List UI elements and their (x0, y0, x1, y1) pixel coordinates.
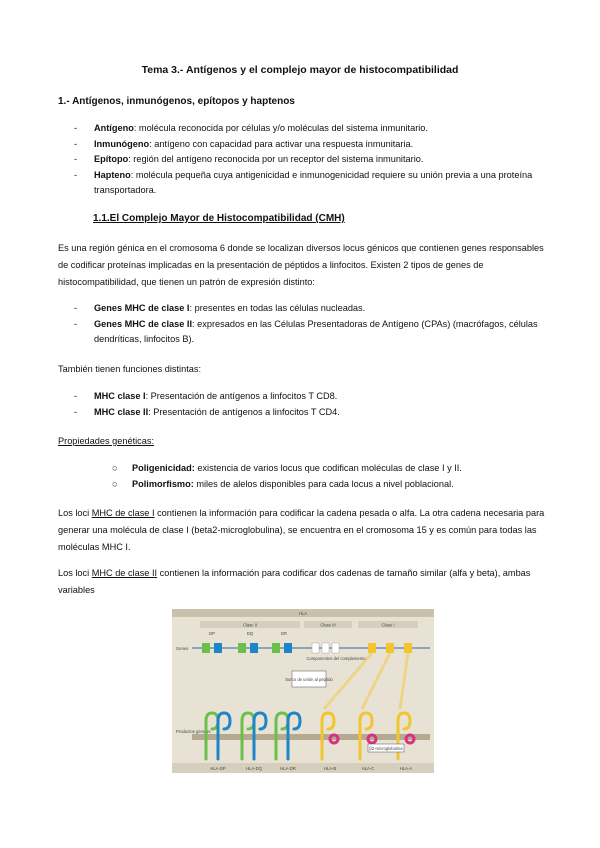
gene-box (404, 643, 412, 653)
genes-row-label: Genes (176, 646, 189, 651)
bottom-label: HLA-DP (210, 766, 226, 771)
gene-box (386, 643, 394, 653)
bottom-label: HLA-DQ (246, 766, 262, 771)
list-item: - Antígeno: molécula reconocida por células y/o moléculas del sistema inmunitario. (74, 123, 428, 133)
list-item: - Hapteno: molécula pequeña cuya antigenicidad e inmunogenicidad requiere su unión previa a una proteína transportadora. (74, 169, 533, 196)
dq-label: DQ (246, 631, 254, 636)
binding-groove-label: Surco de unión al péptido (285, 677, 333, 682)
figure-top-label: HLA (298, 611, 308, 616)
loci-class-i-paragraph: Los loci MHC de clase I contienen la información para codificar la cadena pesada o alfa. La otra cadena necesaria para generar una molécula de clase I (beta2-microglobulina), se encuentra en el cromosoma 15 y es común para todas las moléculas MHC I. (58, 508, 545, 552)
genetic-props-list (112, 461, 552, 492)
class-ii-label: Clase II (242, 622, 258, 628)
dp-label: DP (209, 631, 215, 636)
gene-box (214, 643, 222, 653)
gene-box (272, 643, 280, 653)
gene-box (332, 643, 339, 653)
list-item: - MHC clase II: Presentación de antígenos a linfocitos T CD4. (74, 406, 340, 417)
list-item: ○ Polimorfismo: miles de alelos disponibles para cada locus a nivel poblacional. (112, 478, 454, 489)
section-heading-cmh: 1.1.El Complejo Mayor de Histocompatibilidad (CMH) (93, 213, 345, 224)
genetic-props-heading: Propiedades genéticas: (58, 436, 155, 446)
bottom-label: HLA-A (399, 766, 413, 771)
gene-box (312, 643, 319, 653)
proteins-row-label: Productos génicos (176, 729, 211, 734)
hla-figure (172, 609, 434, 773)
list-item: - MHC clase I: Presentación de antígenos a linfocitos T CD8. (74, 391, 338, 401)
loci-class-ii-paragraph: Los loci MHC de clase II contienen la información para codificar dos cadenas de tamaño similar (alfa y beta), ambas variables (58, 568, 531, 595)
list-item: - Epítopo: región del antígeno reconocida por un receptor del sistema inmunitario. (74, 154, 424, 165)
complement-label: Componentes del complemento (306, 656, 366, 661)
functions-list (74, 389, 552, 420)
list-item: - Genes MHC de clase II: expresados en las Células Presentadoras de Antígeno (CPAs) (macrófagos, células dendríticas, linfocitos B). (74, 318, 538, 345)
gene-box (322, 643, 329, 653)
page-title: Tema 3.- Antígenos y el complejo mayor de histocompatibilidad (141, 64, 459, 76)
class-iii-label: Clase III (320, 622, 336, 628)
intro-paragraph: Es una región génica en el cromosoma 6 donde se localizan diversos locus génicos que contienen genes responsables de codificar proteínas implicadas en la presentación de péptidos a linfocitos. Existen 2 tipos de genes de histocompatibilidad, que tienen un patrón de expresión distinto: (58, 243, 544, 287)
gene-box (238, 643, 246, 653)
list-item: - Inmunógeno: antígeno con capacidad para activar una respuesta inmunitaria. (74, 138, 414, 149)
section-heading-antigenos: 1.- Antígenos, inmunógenos, epítopos y haptenos (58, 96, 295, 107)
gene-box (284, 643, 292, 653)
class-i-label: Clase I (381, 622, 395, 628)
bottom-label: HLA-C (361, 766, 375, 771)
list-item: ○ Poligenicidad: existencia de varios locus que codifican moléculas de clase I y II. (112, 463, 462, 473)
gene-box (202, 643, 210, 653)
list-item: - Genes MHC de clase I: presentes en todas las células nucleadas. (74, 303, 366, 313)
bottom-label: HLA-B (323, 766, 337, 771)
gene-box (368, 643, 376, 653)
dr-label: DR (280, 631, 288, 636)
b2m-label: β2-microglobulina (369, 746, 403, 751)
gene-box (250, 643, 258, 653)
definitions-list (74, 121, 552, 199)
functions-intro: También tienen funciones distintas: (58, 364, 202, 374)
gene-types-list (74, 301, 552, 348)
bottom-label: HLA-DR (280, 766, 296, 771)
